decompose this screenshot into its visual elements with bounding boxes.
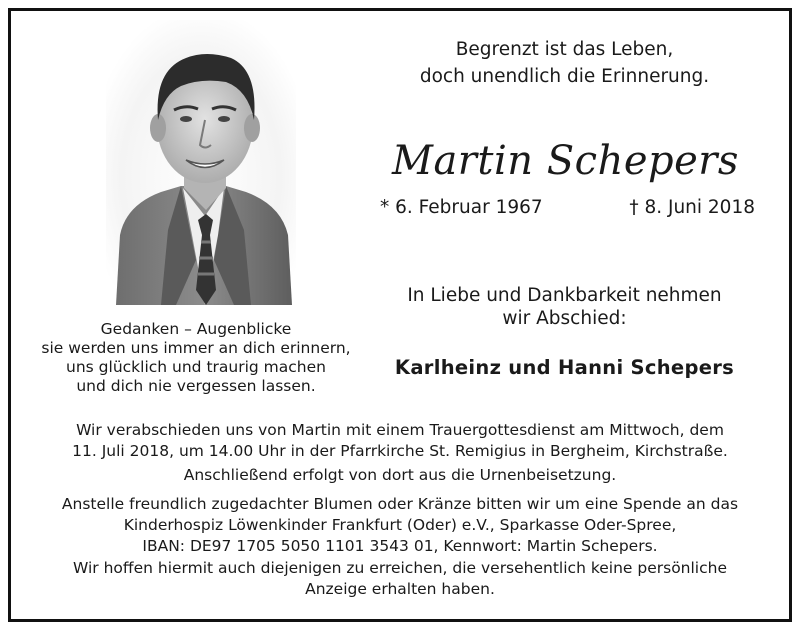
closing-line: Wir hoffen hiermit auch diejenigen zu erreichen, die versehentlich keine persönliche [73, 559, 727, 577]
service-paragraph [20, 420, 780, 462]
donation-line: Anstelle freundlich zugedachter Blumen oder Kränze bitten wir um eine Spende an das [61, 495, 739, 513]
farewell-line: In Liebe und Dankbarkeit nehmen [407, 285, 722, 306]
farewell-text [392, 284, 737, 330]
poem [26, 320, 366, 396]
poem-line: uns glücklich und traurig machen [66, 358, 326, 376]
poem-line: und dich nie vergessen lassen. [76, 377, 316, 395]
service-line: 11. Juli 2018, um 14.00 Uhr in der Pfarrkirche St. Remigius in Bergheim, Kirchstraße. [72, 442, 728, 460]
portrait-photo [106, 20, 296, 305]
closing-line: Anzeige erhalten haben. [305, 580, 495, 598]
mourners-names: Karlheinz und Hanni Schepers [394, 356, 735, 379]
deceased-name: Martin Schepers [392, 138, 739, 184]
birth-date: * 6. Februar 1967 [380, 197, 543, 218]
quote-line: Begrenzt ist das Leben, [455, 39, 674, 60]
burial-line: Anschließend erfolgt von dort aus die Urnenbeisetzung. [183, 466, 617, 484]
service-line: Wir verabschieden uns von Martin mit einem Trauergottesdienst am Mittwoch, dem [76, 421, 724, 439]
quote-line: doch unendlich die Erinnerung. [419, 66, 710, 87]
farewell-line: wir Abschied: [502, 308, 627, 329]
death-date: † 8. Juni 2018 [629, 197, 755, 218]
donation-line: Kinderhospiz Löwenkinder Frankfurt (Oder) e.V., Sparkasse Oder-Spree, [123, 516, 677, 534]
closing-paragraph [20, 558, 780, 600]
burial-paragraph [20, 465, 780, 486]
memorial-quote [392, 36, 737, 90]
poem-line: Gedanken – Augenblicke [100, 320, 292, 338]
donation-paragraph [20, 494, 780, 557]
poem-line: sie werden uns immer an dich erinnern, [41, 339, 351, 357]
donation-line: IBAN: DE97 1705 5050 1101 3543 01, Kennwort: Martin Schepers. [142, 537, 658, 555]
